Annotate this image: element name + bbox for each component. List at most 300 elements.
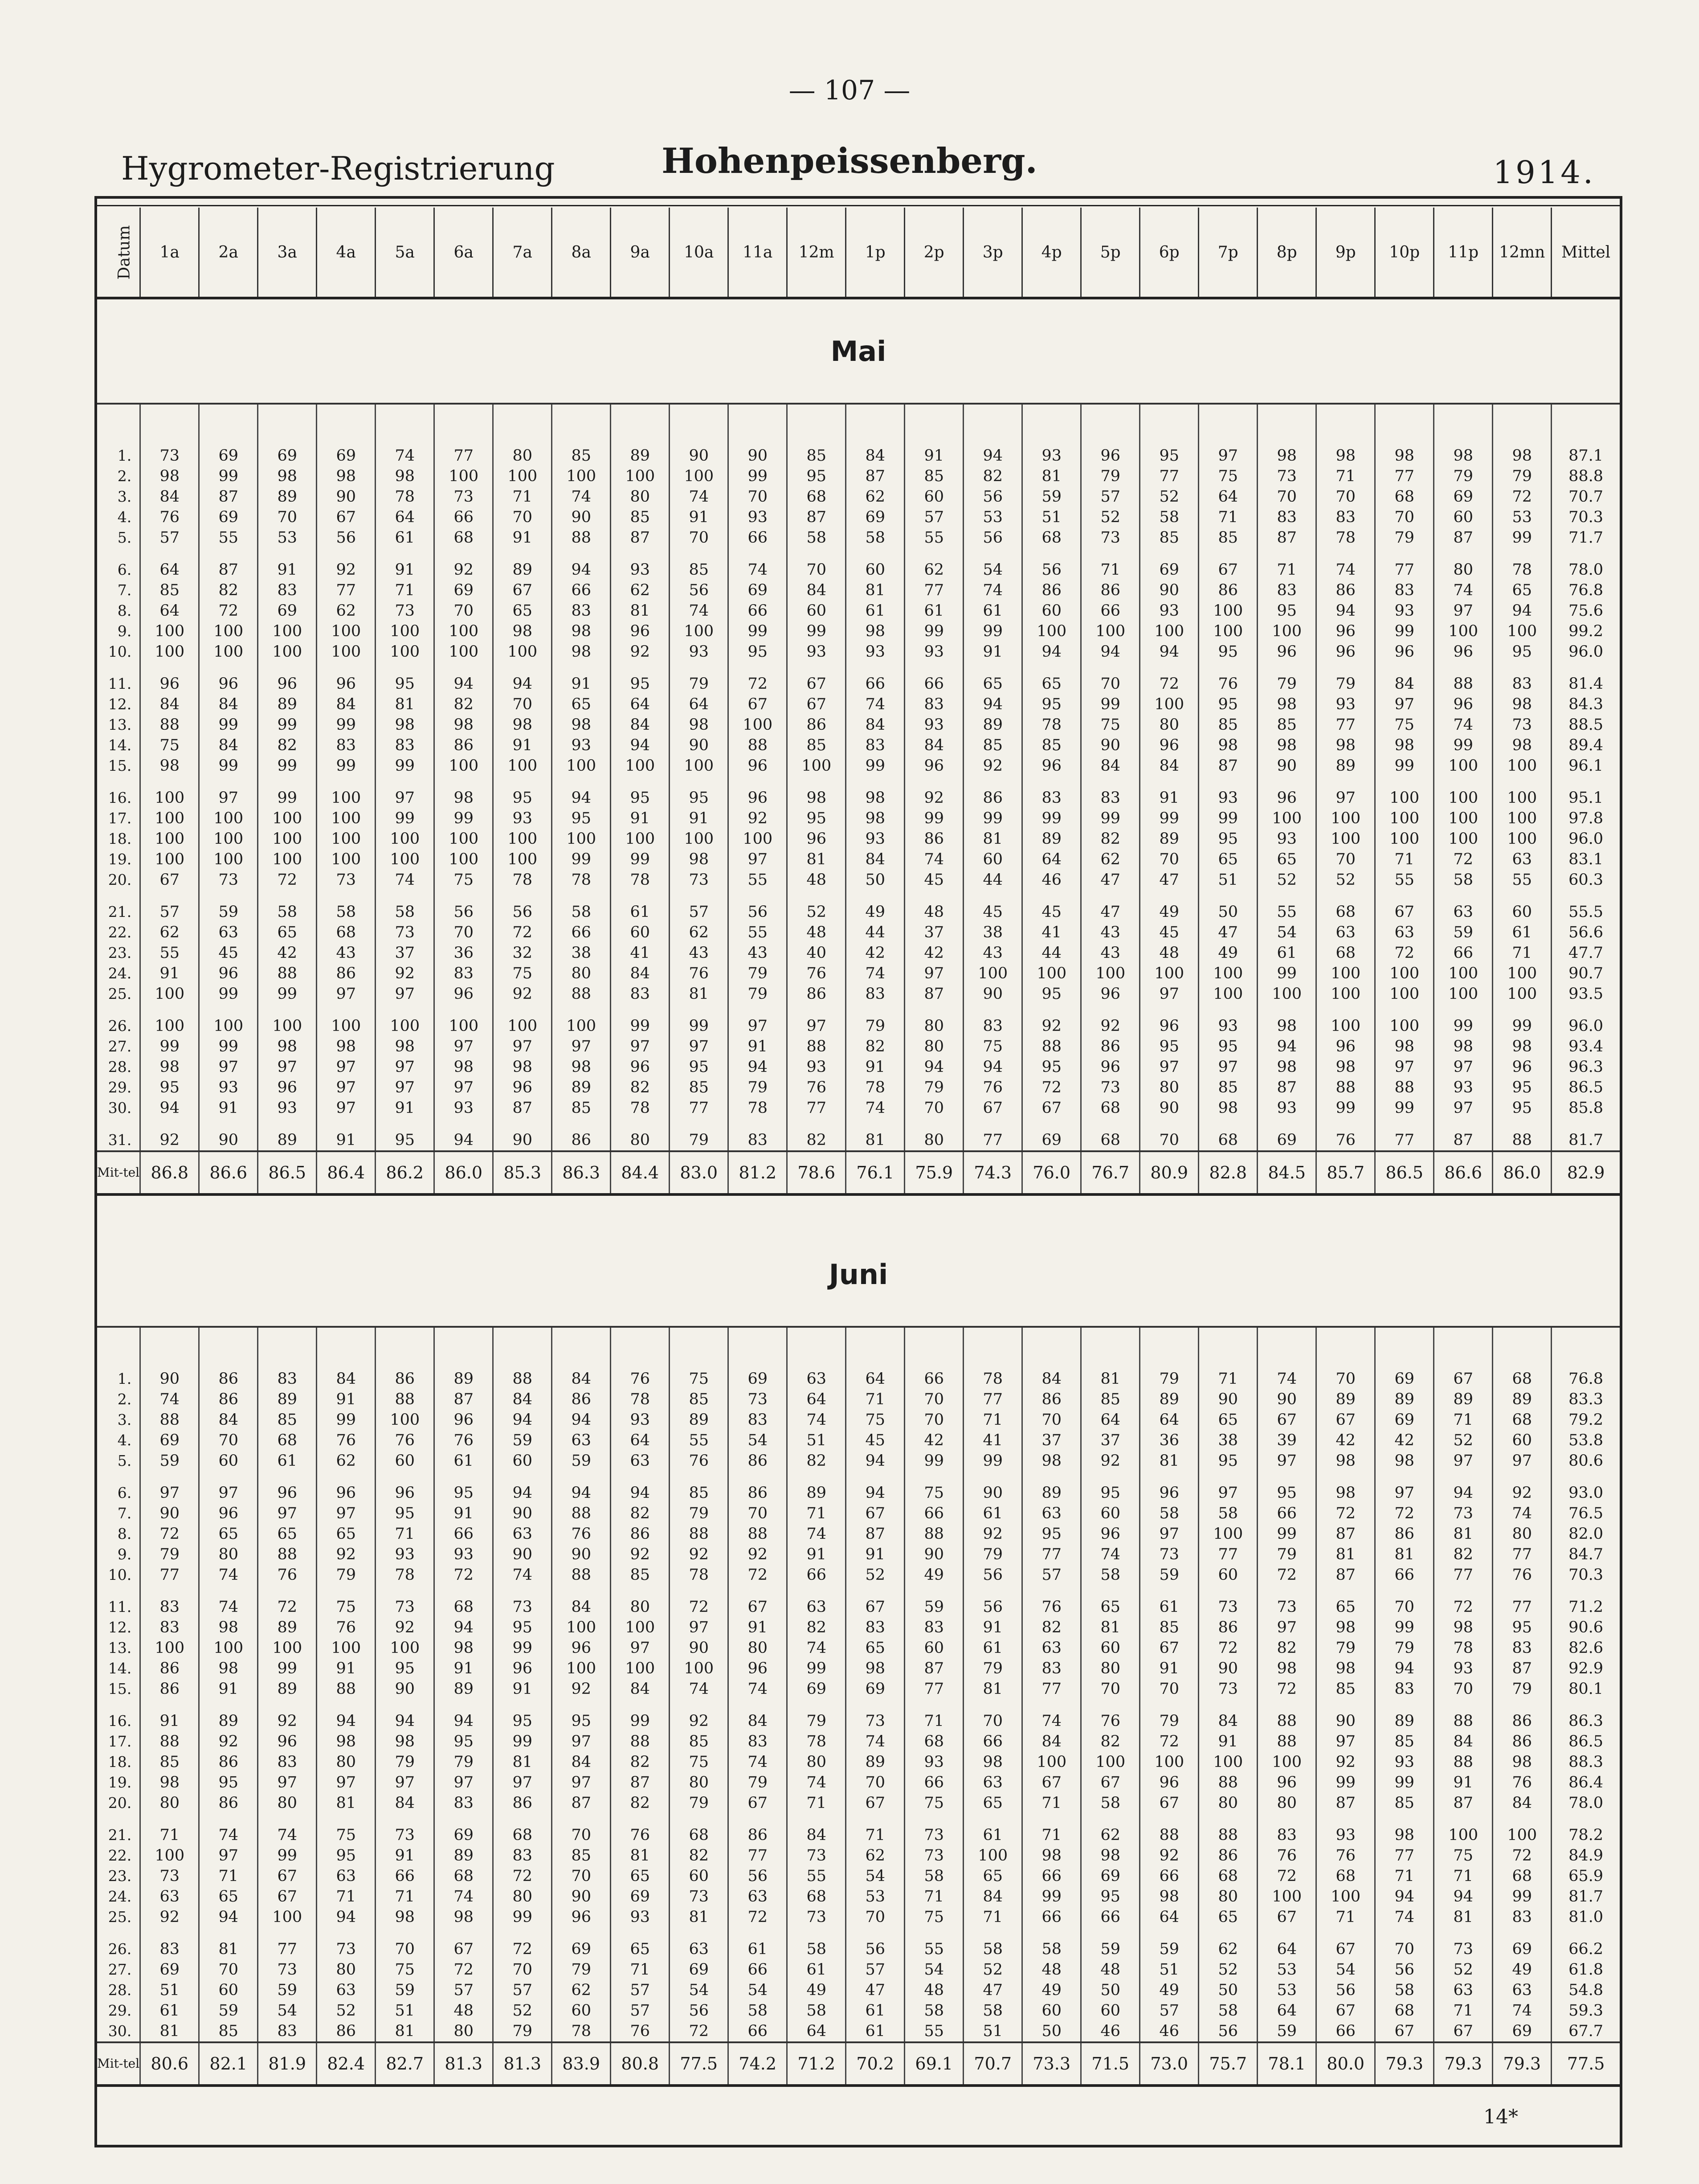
humidity-cell: 72	[493, 1927, 552, 1959]
spacer-cell	[1316, 1327, 1375, 1369]
date-cell: 24.	[108, 1888, 132, 1905]
row-mean-cell: 86.5	[1552, 1731, 1620, 1752]
humidity-cell: 86	[1493, 1731, 1552, 1752]
humidity-cell: 86	[376, 1369, 434, 1389]
humidity-cell: 70	[905, 1410, 964, 1430]
humidity-cell: 59	[552, 1451, 611, 1471]
humidity-cell: 61	[140, 2000, 199, 2021]
date-cell: 4.	[117, 1431, 132, 1449]
humidity-cell: 83	[376, 735, 434, 756]
humidity-cell: 90	[140, 1503, 199, 1524]
humidity-cell: 49	[1493, 1959, 1552, 1980]
humidity-cell: 96	[493, 1658, 552, 1679]
humidity-cell: 69	[1140, 548, 1199, 580]
humidity-cell: 100	[317, 808, 376, 829]
humidity-cell: 85	[552, 1845, 611, 1866]
date-cell: 6.	[117, 1484, 132, 1501]
column-header-datum	[97, 208, 140, 298]
humidity-cell: 83	[611, 984, 670, 1004]
monthly-mean-row	[97, 2042, 1620, 2086]
table-row	[97, 1793, 1620, 1813]
humidity-cell: 91	[493, 735, 552, 756]
humidity-cell: 97	[434, 1036, 493, 1057]
humidity-cell: 100	[434, 1004, 493, 1036]
humidity-cell: 66	[434, 507, 493, 528]
humidity-cell: 100	[1434, 621, 1493, 642]
humidity-cell: 100	[1081, 1752, 1140, 1772]
humidity-cell: 76	[1316, 1118, 1375, 1151]
mean-cell: 84.5	[1258, 1151, 1316, 1194]
column-header-hour: 2a	[199, 208, 258, 298]
humidity-cell: 90	[376, 1679, 434, 1699]
humidity-cell: 65	[1258, 849, 1316, 870]
humidity-cell: 67	[728, 694, 787, 715]
table-row	[97, 1679, 1620, 1699]
humidity-cell: 93	[611, 1410, 670, 1430]
humidity-cell: 65	[964, 1793, 1022, 1813]
humidity-cell: 87	[1258, 1077, 1316, 1098]
humidity-cell: 97	[376, 776, 434, 808]
humidity-cell: 93	[1140, 601, 1199, 621]
humidity-cell: 77	[905, 1679, 964, 1699]
humidity-cell: 79	[434, 1752, 493, 1772]
humidity-cell: 56	[434, 890, 493, 922]
humidity-cell: 68	[1375, 487, 1434, 507]
humidity-cell: 84	[846, 849, 905, 870]
humidity-cell: 64	[611, 694, 670, 715]
spacer-cell	[1022, 1327, 1081, 1369]
humidity-cell: 87	[611, 528, 670, 548]
humidity-cell: 98	[846, 1658, 905, 1679]
humidity-cell: 74	[140, 1389, 199, 1410]
humidity-cell: 79	[1375, 528, 1434, 548]
table-row	[97, 735, 1620, 756]
row-mean-cell: 86.5	[1552, 1077, 1620, 1098]
humidity-cell: 92	[1022, 1004, 1081, 1036]
humidity-cell: 62	[611, 580, 670, 601]
humidity-cell: 92	[611, 642, 670, 662]
humidity-cell: 99	[1199, 808, 1258, 829]
humidity-cell: 53	[1258, 1980, 1316, 2000]
humidity-cell: 82	[434, 694, 493, 715]
humidity-cell: 91	[1140, 1658, 1199, 1679]
column-header-hour: 9p	[1316, 208, 1375, 298]
table-row	[97, 1430, 1620, 1451]
table-row	[97, 1369, 1620, 1389]
humidity-cell: 71	[905, 1699, 964, 1731]
humidity-cell: 81	[1081, 1369, 1140, 1389]
humidity-cell: 98	[846, 776, 905, 808]
humidity-cell: 100	[258, 808, 317, 829]
mean-cell: 84.4	[611, 1151, 670, 1194]
humidity-cell: 58	[1199, 1503, 1258, 1524]
humidity-cell: 61	[434, 1451, 493, 1471]
humidity-cell: 89	[258, 1679, 317, 1699]
humidity-cell: 84	[1199, 1699, 1258, 1731]
mean-cell: 80.0	[1316, 2042, 1375, 2086]
humidity-cell: 98	[1258, 694, 1316, 715]
humidity-cell: 72	[1434, 1585, 1493, 1617]
humidity-cell: 69	[199, 507, 258, 528]
humidity-cell: 82	[787, 1617, 846, 1638]
humidity-cell: 100	[493, 849, 552, 870]
mean-cell: 85.7	[1316, 1151, 1375, 1194]
humidity-cell: 80	[258, 1793, 317, 1813]
humidity-cell: 84	[199, 735, 258, 756]
table-row	[97, 829, 1620, 849]
humidity-cell: 100	[1081, 963, 1140, 984]
mean-cell: 86.6	[199, 1151, 258, 1194]
humidity-cell: 89	[1140, 829, 1199, 849]
humidity-cell: 94	[317, 1699, 376, 1731]
humidity-cell: 90	[1199, 1658, 1258, 1679]
humidity-cell: 69	[1081, 1866, 1140, 1886]
humidity-cell: 59	[493, 1430, 552, 1451]
humidity-cell: 60	[493, 1451, 552, 1471]
humidity-cell: 45	[846, 1430, 905, 1451]
humidity-cell: 47	[846, 1980, 905, 2000]
humidity-cell: 93	[1258, 1098, 1316, 1118]
humidity-cell: 58	[964, 2000, 1022, 2021]
spacer-cell	[552, 1327, 611, 1369]
humidity-cell: 78	[611, 870, 670, 890]
humidity-cell: 81	[1022, 466, 1081, 487]
humidity-cell: 100	[1022, 963, 1081, 984]
table-row	[97, 1565, 1620, 1585]
table-row	[97, 507, 1620, 528]
humidity-cell: 56	[317, 528, 376, 548]
table-row	[97, 1057, 1620, 1077]
humidity-cell: 65	[1199, 1410, 1258, 1430]
humidity-cell: 78	[493, 870, 552, 890]
humidity-cell: 83	[1375, 1679, 1434, 1699]
humidity-cell: 93	[670, 642, 728, 662]
humidity-cell: 83	[728, 1410, 787, 1430]
row-mean-cell: 56.6	[1552, 922, 1620, 943]
humidity-cell: 97	[1258, 1451, 1316, 1471]
humidity-cell: 100	[1493, 984, 1552, 1004]
humidity-cell: 82	[1258, 1638, 1316, 1658]
date-cell: 23.	[108, 944, 132, 961]
humidity-cell: 54	[905, 1959, 964, 1980]
humidity-cell: 97	[1375, 1471, 1434, 1503]
humidity-cell: 81	[1375, 1544, 1434, 1565]
humidity-cell: 75	[846, 1410, 905, 1430]
humidity-cell: 97	[317, 984, 376, 1004]
humidity-cell: 73	[1434, 1927, 1493, 1959]
humidity-cell: 75	[905, 1471, 964, 1503]
humidity-cell: 92	[317, 548, 376, 580]
humidity-cell: 78	[670, 1565, 728, 1585]
humidity-cell: 89	[1434, 1389, 1493, 1410]
humidity-cell: 60	[1081, 1638, 1140, 1658]
humidity-cell: 61	[1258, 943, 1316, 963]
humidity-cell: 94	[317, 1907, 376, 1927]
row-mean-cell: 78.0	[1552, 1793, 1620, 1813]
humidity-cell: 95	[1493, 1077, 1552, 1098]
humidity-cell: 63	[552, 1430, 611, 1451]
humidity-cell: 87	[199, 548, 258, 580]
humidity-cell: 100	[1434, 756, 1493, 776]
humidity-cell: 92	[258, 1699, 317, 1731]
humidity-cell: 98	[317, 1036, 376, 1057]
humidity-cell: 98	[140, 756, 199, 776]
humidity-cell: 63	[1493, 1980, 1552, 2000]
humidity-cell: 98	[434, 776, 493, 808]
humidity-cell: 60	[552, 2000, 611, 2021]
humidity-cell: 69	[1493, 2021, 1552, 2042]
humidity-cell: 100	[376, 642, 434, 662]
humidity-cell: 87	[493, 1098, 552, 1118]
humidity-cell: 86	[611, 1524, 670, 1544]
humidity-cell: 95	[1199, 642, 1258, 662]
spacer-cell	[1258, 404, 1316, 446]
humidity-cell: 76	[1258, 1845, 1316, 1866]
humidity-cell: 66	[787, 1565, 846, 1585]
date-cell: 11.	[108, 1598, 132, 1616]
humidity-cell: 100	[1022, 1752, 1081, 1772]
humidity-cell: 91	[905, 446, 964, 466]
humidity-cell: 75	[317, 1585, 376, 1617]
humidity-cell: 100	[1493, 1813, 1552, 1845]
humidity-cell: 81	[787, 849, 846, 870]
table-row	[97, 1451, 1620, 1471]
table-row	[97, 1585, 1620, 1617]
humidity-cell: 64	[1258, 1927, 1316, 1959]
humidity-cell: 65	[1199, 1907, 1258, 1927]
humidity-cell: 67	[964, 1098, 1022, 1118]
humidity-cell: 100	[1081, 621, 1140, 642]
humidity-cell: 96	[199, 1503, 258, 1524]
row-mean-cell: 96.3	[1552, 1057, 1620, 1077]
humidity-cell: 92	[376, 1617, 434, 1638]
humidity-cell: 87	[552, 1793, 611, 1813]
humidity-cell: 53	[846, 1886, 905, 1907]
humidity-cell: 98	[434, 715, 493, 735]
humidity-cell: 98	[1434, 446, 1493, 466]
humidity-cell: 66	[728, 601, 787, 621]
humidity-cell: 73	[376, 922, 434, 943]
humidity-cell: 67	[787, 662, 846, 694]
humidity-cell: 73	[670, 1886, 728, 1907]
humidity-cell: 86	[199, 1752, 258, 1772]
humidity-cell: 92	[140, 1118, 199, 1151]
humidity-cell: 99	[258, 984, 317, 1004]
spacer-cell	[140, 1327, 199, 1369]
humidity-cell: 99	[317, 1410, 376, 1430]
humidity-cell: 91	[964, 1617, 1022, 1638]
humidity-cell: 67	[1258, 1907, 1316, 1927]
humidity-cell: 74	[728, 1679, 787, 1699]
humidity-cell: 100	[1493, 963, 1552, 984]
humidity-cell: 78	[552, 870, 611, 890]
humidity-cell: 99	[611, 1699, 670, 1731]
date-cell: 17.	[108, 1733, 132, 1750]
humidity-cell: 84	[787, 1813, 846, 1845]
humidity-cell: 96	[1258, 642, 1316, 662]
humidity-cell: 88	[1258, 1699, 1316, 1731]
humidity-cell: 71	[846, 1813, 905, 1845]
humidity-cell: 84	[493, 1389, 552, 1410]
humidity-cell: 82	[199, 580, 258, 601]
humidity-cell: 63	[199, 922, 258, 943]
humidity-cell: 75	[905, 1907, 964, 1927]
humidity-cell: 100	[552, 466, 611, 487]
humidity-cell: 56	[1199, 2021, 1258, 2042]
humidity-cell: 67	[1375, 890, 1434, 922]
humidity-cell: 100	[434, 621, 493, 642]
humidity-cell: 84	[846, 715, 905, 735]
humidity-cell: 96	[434, 1410, 493, 1430]
humidity-cell: 95	[376, 1118, 434, 1151]
humidity-cell: 55	[905, 1927, 964, 1959]
humidity-cell: 79	[1081, 466, 1140, 487]
humidity-cell: 96	[728, 1658, 787, 1679]
humidity-cell: 73	[670, 870, 728, 890]
humidity-cell: 78	[846, 1077, 905, 1098]
humidity-cell: 61	[846, 2000, 905, 2021]
humidity-cell: 90	[1081, 735, 1140, 756]
humidity-cell: 98	[1258, 446, 1316, 466]
humidity-cell: 97	[199, 776, 258, 808]
humidity-cell: 81	[376, 2021, 434, 2042]
row-mean-cell: 47.7	[1552, 943, 1620, 963]
humidity-cell: 78	[1022, 715, 1081, 735]
humidity-cell: 67	[493, 580, 552, 601]
humidity-cell: 100	[1258, 1752, 1316, 1772]
humidity-cell: 96	[317, 662, 376, 694]
date-cell: 17.	[108, 810, 132, 827]
mean-cell: 81.9	[258, 2042, 317, 2086]
spacer-cell	[493, 1327, 552, 1369]
humidity-cell: 79	[728, 984, 787, 1004]
humidity-cell: 62	[905, 548, 964, 580]
humidity-cell: 100	[1199, 1524, 1258, 1544]
humidity-cell: 42	[905, 1430, 964, 1451]
humidity-cell: 89	[199, 1699, 258, 1731]
humidity-cell: 86	[1022, 1389, 1081, 1410]
humidity-cell: 70	[1375, 507, 1434, 528]
humidity-cell: 86	[317, 2021, 376, 2042]
humidity-cell: 63	[1022, 1638, 1081, 1658]
humidity-cell: 87	[1493, 1658, 1552, 1679]
humidity-cell: 68	[1316, 890, 1375, 922]
humidity-cell: 97	[787, 1004, 846, 1036]
humidity-cell: 99	[1316, 1772, 1375, 1793]
humidity-cell: 98	[258, 466, 317, 487]
humidity-cell: 56	[964, 1585, 1022, 1617]
humidity-cell: 99	[493, 1638, 552, 1658]
humidity-cell: 98	[1140, 1886, 1199, 1907]
humidity-cell: 86	[1316, 580, 1375, 601]
humidity-cell: 95	[1199, 829, 1258, 849]
humidity-cell: 66	[1081, 1907, 1140, 1927]
humidity-cell: 99	[317, 756, 376, 776]
humidity-cell: 83	[140, 1585, 199, 1617]
row-mean-cell: 90.7	[1552, 963, 1620, 984]
humidity-cell: 95	[1140, 1036, 1199, 1057]
humidity-cell: 91	[787, 1544, 846, 1565]
humidity-cell: 79	[1493, 466, 1552, 487]
humidity-cell: 76	[964, 1077, 1022, 1098]
humidity-cell: 82	[611, 1503, 670, 1524]
section-gap-row	[97, 1194, 1620, 1223]
humidity-cell: 72	[728, 1565, 787, 1585]
humidity-cell: 98	[434, 1638, 493, 1658]
humidity-cell: 68	[1199, 1866, 1258, 1886]
column-header-label: Datum	[115, 225, 134, 280]
humidity-cell: 100	[140, 808, 199, 829]
humidity-cell: 63	[140, 1886, 199, 1907]
humidity-cell: 80	[493, 1886, 552, 1907]
humidity-cell: 48	[1081, 1959, 1140, 1980]
date-cell: 15.	[108, 757, 132, 774]
humidity-cell: 57	[1081, 487, 1140, 507]
spacer-cell	[611, 404, 670, 446]
humidity-cell: 95	[1022, 694, 1081, 715]
humidity-cell: 86	[317, 963, 376, 984]
humidity-cell: 100	[199, 849, 258, 870]
humidity-cell: 58	[728, 2000, 787, 2021]
humidity-cell: 68	[1081, 1098, 1140, 1118]
humidity-cell: 85	[611, 1565, 670, 1585]
humidity-cell: 100	[611, 466, 670, 487]
humidity-cell: 100	[1434, 984, 1493, 1004]
row-mean-cell: 71.7	[1552, 528, 1620, 548]
humidity-cell: 98	[1493, 1036, 1552, 1057]
humidity-cell: 100	[728, 715, 787, 735]
humidity-cell: 100	[1493, 756, 1552, 776]
humidity-cell: 67	[317, 507, 376, 528]
humidity-cell: 69	[1434, 487, 1493, 507]
humidity-cell: 62	[140, 922, 199, 943]
humidity-cell: 95	[1493, 1098, 1552, 1118]
humidity-cell: 63	[787, 1585, 846, 1617]
humidity-cell: 66	[1022, 1907, 1081, 1927]
humidity-cell: 98	[1316, 1658, 1375, 1679]
humidity-cell: 99	[1081, 808, 1140, 829]
humidity-cell: 76	[1493, 1565, 1552, 1585]
humidity-cell: 57	[670, 890, 728, 922]
humidity-cell: 84	[552, 1752, 611, 1772]
humidity-cell: 93	[1258, 829, 1316, 849]
humidity-cell: 41	[611, 943, 670, 963]
humidity-cell: 73	[787, 1907, 846, 1927]
row-mean-cell: 88.5	[1552, 715, 1620, 735]
humidity-cell: 86	[1199, 1845, 1258, 1866]
table-row	[97, 1959, 1620, 1980]
humidity-cell: 63	[964, 1772, 1022, 1793]
humidity-cell: 98	[434, 1907, 493, 1927]
humidity-cell: 95	[493, 1617, 552, 1638]
humidity-cell: 81	[140, 2021, 199, 2042]
humidity-cell: 63	[1375, 922, 1434, 943]
humidity-cell: 76	[552, 1524, 611, 1544]
humidity-cell: 66	[1258, 1503, 1316, 1524]
humidity-cell: 98	[376, 1731, 434, 1752]
humidity-cell: 66	[905, 1369, 964, 1389]
spacer-cell	[140, 404, 199, 446]
row-mean-cell: 89.4	[1552, 735, 1620, 756]
humidity-cell: 88	[1140, 1813, 1199, 1845]
humidity-cell: 70	[846, 1907, 905, 1927]
humidity-cell: 89	[1022, 829, 1081, 849]
humidity-cell: 99	[1375, 756, 1434, 776]
humidity-cell: 90	[1140, 580, 1199, 601]
humidity-cell: 97	[1140, 1524, 1199, 1544]
humidity-cell: 80	[1493, 1524, 1552, 1544]
humidity-cell: 67	[1199, 548, 1258, 580]
